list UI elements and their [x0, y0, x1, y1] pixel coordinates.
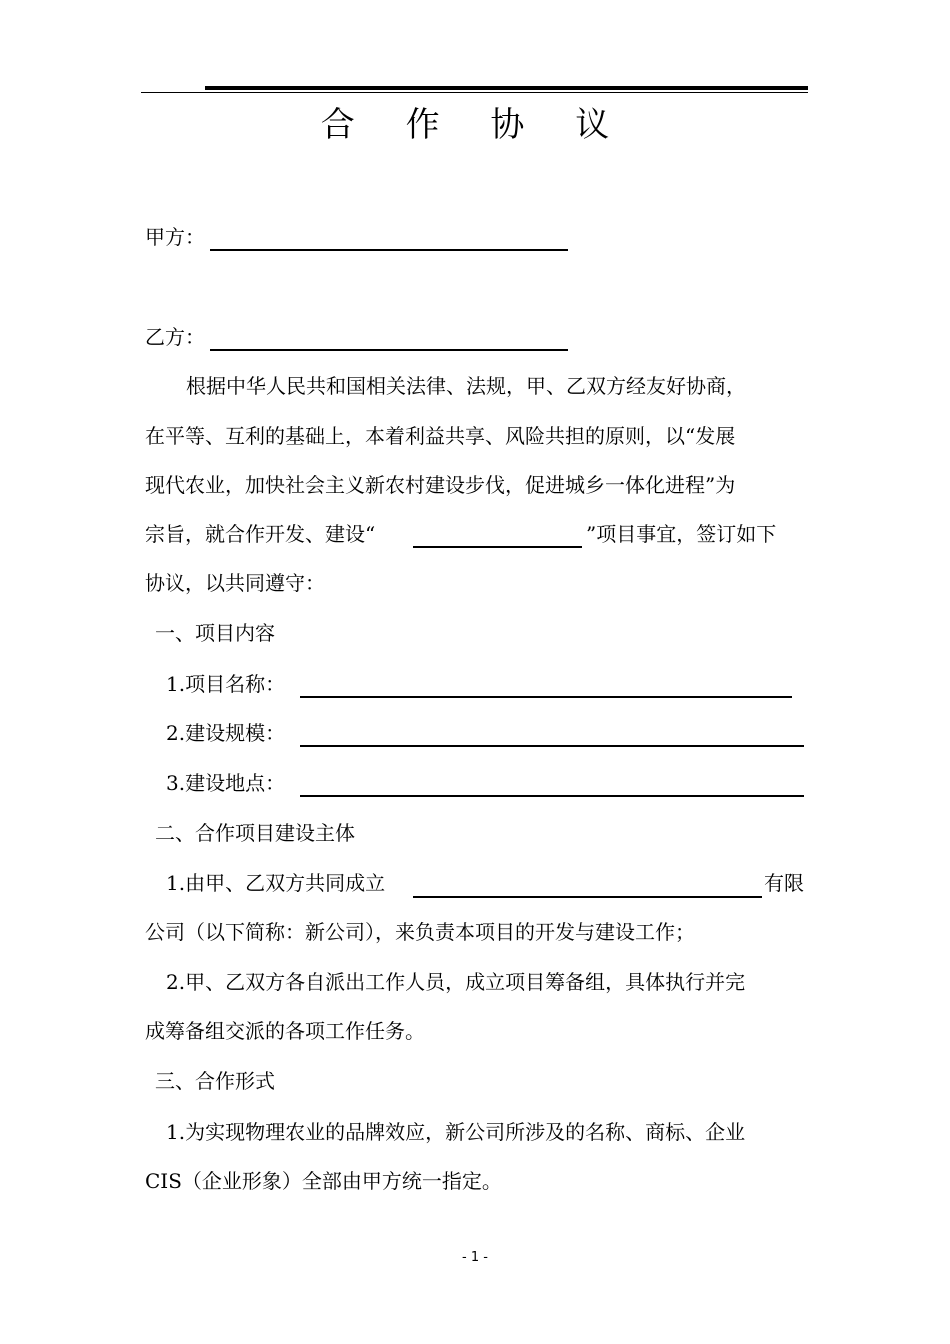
preamble-line-2: 在平等、互利的基础上，本着利益共享、风险共担的原则，以“发展: [145, 424, 736, 448]
party-b-label: 乙方：: [145, 325, 205, 349]
section-2-item-1-line-2: 公司（以下简称：新公司），来负责本项目的开发与建设工作；: [145, 920, 695, 944]
item-project-name-label: 1.项目名称：: [166, 672, 286, 696]
section-2-item-2-line-2: 成筹备组交派的各项工作任务。: [145, 1019, 425, 1043]
preamble-line-1: 根据中华人民共和国相关法律、法规，甲、乙双方经友好协商，: [186, 374, 746, 398]
section-3-item-1-line-2: CIS（企业形象）全部由甲方统一指定。: [145, 1169, 502, 1193]
header-rule-thin: [141, 92, 808, 93]
party-a-blank[interactable]: [210, 249, 568, 251]
section-3-heading: 三、合作形式: [155, 1069, 275, 1093]
section-2-item-1-end: 有限: [764, 871, 804, 895]
page-number: - 1 -: [462, 1250, 488, 1265]
company-name-blank[interactable]: [413, 896, 762, 898]
preamble-line-3: 现代农业，加快社会主义新农村建设步伐，促进城乡一体化进程”为: [145, 473, 736, 497]
item-scale-label: 2.建设规模：: [166, 721, 286, 745]
item-scale-blank[interactable]: [300, 745, 804, 747]
section-1-heading: 一、项目内容: [155, 621, 275, 645]
document-title: 合 作 协 议: [320, 105, 630, 145]
party-b-blank[interactable]: [210, 349, 568, 351]
item-location-label: 3.建设地点：: [166, 771, 286, 795]
section-2-heading: 二、合作项目建设主体: [155, 821, 355, 845]
preamble-line-5: 协议，以共同遵守：: [145, 571, 325, 595]
section-2-item-2-line-1: 2.甲、乙双方各自派出工作人员，成立项目筹备组，具体执行并完: [166, 970, 746, 994]
header-rule-thick: [205, 86, 808, 90]
section-3-item-1-line-1: 1.为实现物理农业的品牌效应，新公司所涉及的名称、商标、企业: [166, 1120, 746, 1144]
project-name-blank[interactable]: [413, 546, 582, 548]
party-a-label: 甲方：: [145, 225, 205, 249]
section-2-item-1-start: 1.由甲、乙双方共同成立: [166, 871, 386, 895]
preamble-line-4-end: ”项目事宜，签订如下: [586, 522, 777, 546]
item-project-name-blank[interactable]: [300, 696, 792, 698]
item-location-blank[interactable]: [300, 795, 804, 797]
preamble-line-4-start: 宗旨，就合作开发、建设“: [145, 522, 376, 546]
